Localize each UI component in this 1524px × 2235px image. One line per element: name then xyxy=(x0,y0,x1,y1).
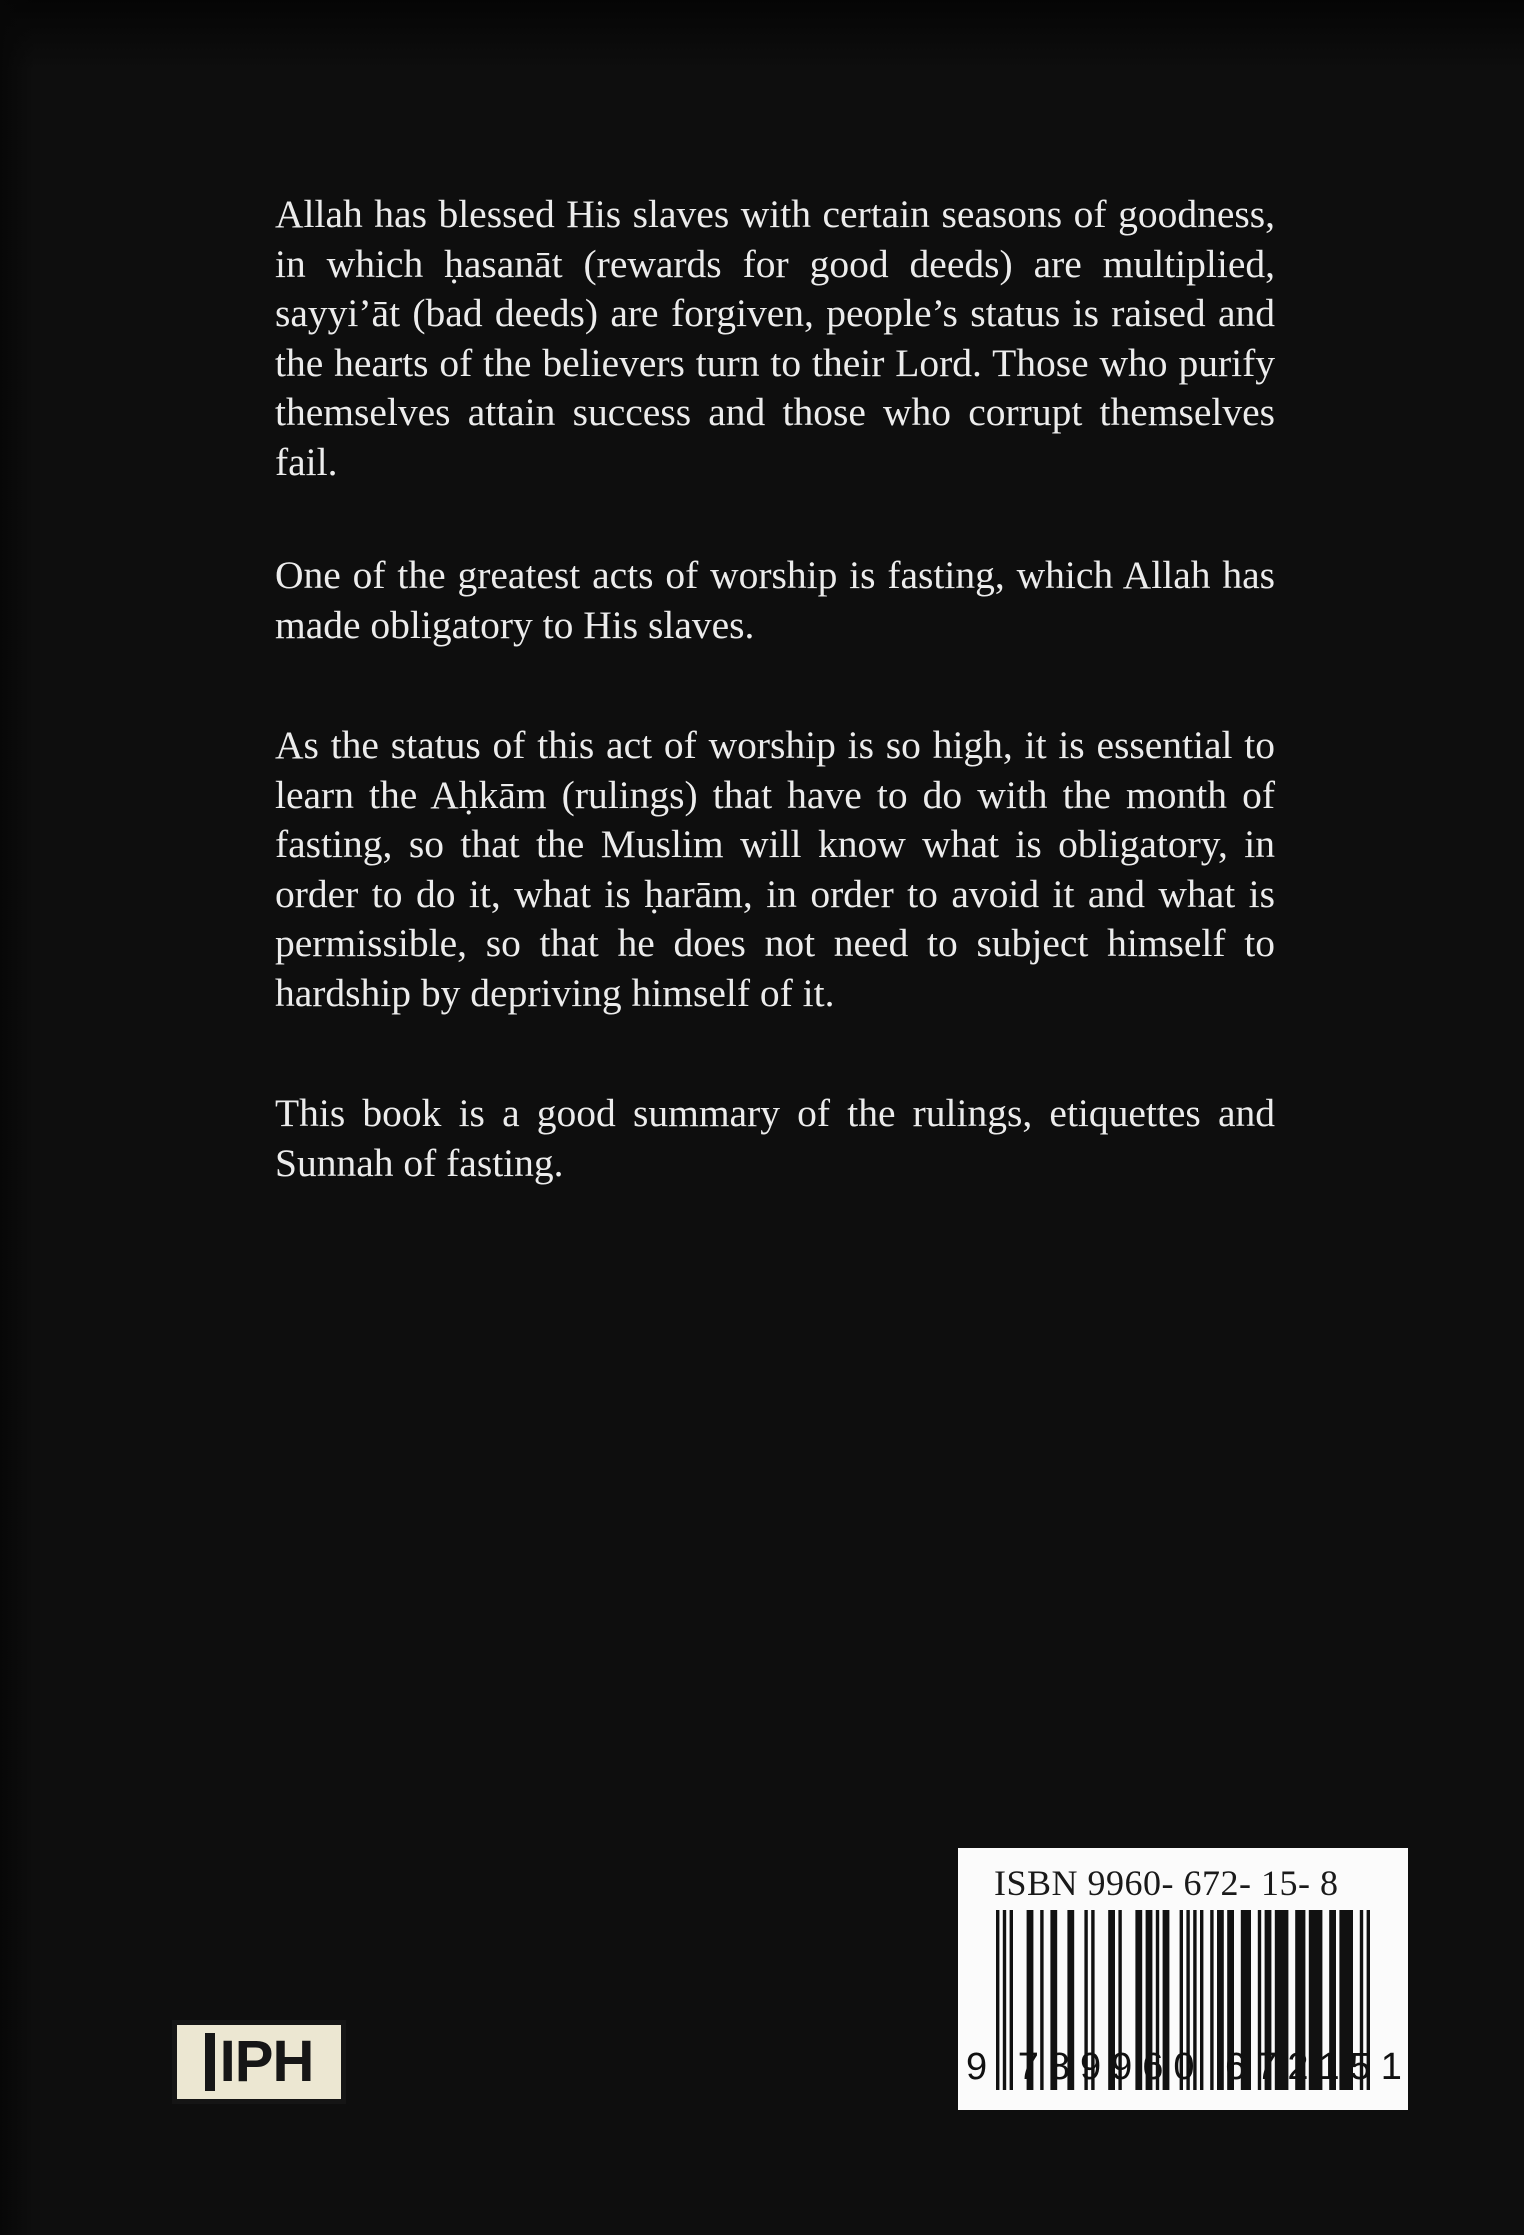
blurb-paragraph: As the status of this act of worship is so high, it is essential to learn the Aḥkām (rulings) that have to do with the month of fasting, so that the Muslim will know what is obligatory, in order to do it, what is ḥarām, in order to avoid it and what is permissible, so that he does not need to subject himself to hardship by depriving himself of it. xyxy=(275,723,1275,1015)
blurb-paragraph: One of the greatest acts of worship is fasting, which Allah has made obligatory to His slaves. xyxy=(275,553,1275,647)
blurb-paragraph: This book is a good summary of the rulings, etiquettes and Sunnah of fasting. xyxy=(275,1091,1275,1185)
publisher-logo-mark xyxy=(205,2029,314,2094)
publisher-logo xyxy=(172,2020,346,2104)
cover-blurb xyxy=(275,190,1275,1188)
barcode-digits: 9 789960 672151 xyxy=(966,2046,1412,2088)
isbn-barcode-panel xyxy=(958,1848,1412,2110)
blurb-paragraph: Allah has blessed His slaves with certain seasons of goodness, in which ḥasanāt (rewards for good deeds) are multiplied, sayyi’āt (bad deeds) are forgiven, people’s status is raised and the hearts of the believers turn to their Lord. Those who purify themselves attain success and those who corrupt themselves fail. xyxy=(275,192,1275,484)
isbn-label: ISBN 9960- 672- 15- 8 xyxy=(994,1863,1339,1903)
publisher-logo-text: IPH xyxy=(219,2029,314,2094)
logo-bar-icon xyxy=(205,2033,215,2091)
